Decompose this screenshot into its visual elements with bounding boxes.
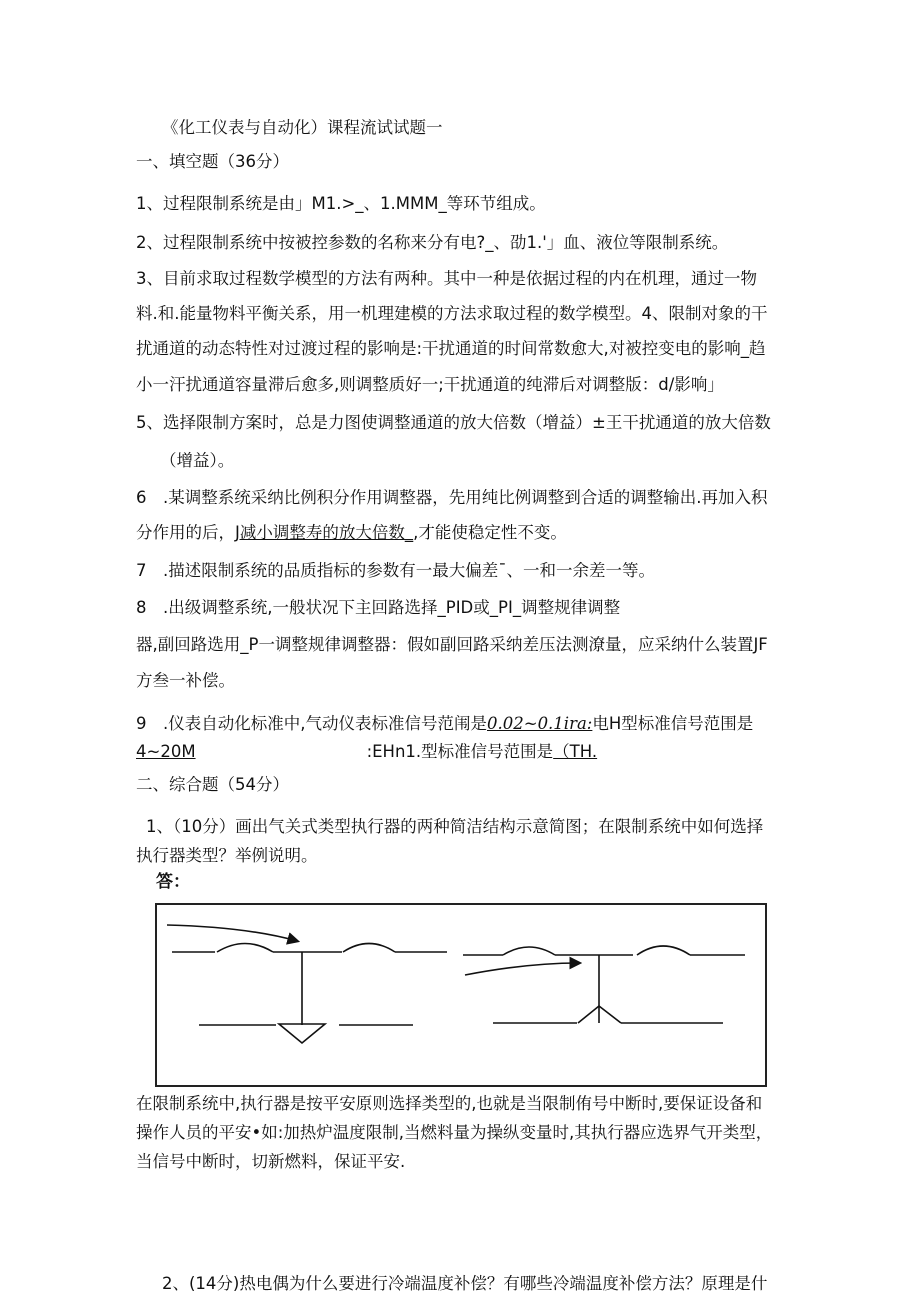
actuator-right [463,946,745,1023]
question-1: 1、过程限制系统是由」M1.>_、1.MMM_等环节组成。 [136,194,546,213]
comprehensive-question-2: 2、(14分)热电偶为什么要进行冷端温度补偿？有哪些冷端温度补偿方法？原理是什 [162,1274,768,1293]
question-9-underlined-answer: （TH. [553,742,598,761]
question-6-line1: 6 .某调整系统采纳比例积分作用调整器，先用纯比例调整到合适的调整输出.再加入积 [136,488,768,507]
question-9-line1 [136,712,753,736]
question-6-text-a: 分作用的后， [136,523,235,542]
comprehensive-question-1-line2: 执行器类型？举例说明。 [136,846,318,865]
answer-line3: 当信号中断时，切新燃料，保证平安. [136,1152,406,1171]
question-4-line2: 小一汗扰通道容量滞后愈多,则调整质好一;干扰通道的纯滞后对调整版：d/影响」 [136,375,724,394]
question-6-line2 [136,521,567,545]
question-5-line2: （增益）。 [160,451,235,470]
question-6-underlined-answer: J减小调整寿的放大倍数_ [235,523,414,542]
question-8-line2: 器,副回路选用_P一调整规律调整器：假如副回路采纳差压法测潦量，应采纳什么装置JF [136,635,768,654]
question-9-pneumatic-range: 0.02~0.1ira: [487,714,593,733]
question-8-line3: 方叁一补偿。 [136,671,235,690]
arrow-right [465,963,579,975]
diaphragm-arc-right-a [503,947,555,955]
diaphragm-arc-right-b [637,946,690,955]
comprehensive-question-1-line1: 1、（10分）画出气关式类型执行器的两种简洁结构示意简图；在限制系统中如何选择 [146,817,764,836]
answer-line2: 操作人员的平安•如:加热炉温度限制,当燃料量为操纵变量时,其执行器应选界气开类型， [136,1123,773,1142]
question-9-text-a: 9 .仪表自动化标准中,气动仪表标准信号范闱是 [136,714,487,733]
page-title: 《化工仪表与自动化）课程流试试题一 [162,118,443,137]
section-heading-comprehensive: 二、综合题（54分） [136,775,289,794]
valve-plug-left [279,1024,325,1043]
actuator-left [167,925,447,1043]
question-4-line1: 扰通道的动态特性对过渡过程的影响是:干扰通道的时间常数愈大,对被控变电的影响_趋 [136,339,766,358]
diaphragm-arc-left-a [217,944,273,953]
actuator-diagram [155,903,767,1087]
question-3-line1: 3、目前求取过程数学模型的方法有两种。其中一种是依据过程的内在机理，通过一物 [136,269,757,288]
question-9-text-c: :EHn1.型标准信号范围是 [366,742,554,761]
question-7: 7 .描述限制系统的品质指标的参数有一最大偏差ˉ、一和一余差一等。 [136,561,655,580]
arrow-left [167,925,297,941]
section-heading-fill-in: 一、填空题（36分） [136,152,289,171]
question-8-line1: 8 .出级调整系统,一般状况下主回路选择_PID或_PI_调整规律调整 [136,598,621,617]
question-2: 2、过程限制系统中按被控参数的名称来分有电?_、劭1.'」血、液位等限制系统。 [136,233,729,252]
question-9-text-b: 电H型标准信号范围是 [592,714,754,733]
question-3-line2: 料.和.能量物料平衡关系，用一机理建模的方法求取过程的数学模型。4、限制对象的干 [136,304,768,323]
question-6-text-b: ,才能使稳定性不变。 [413,523,567,542]
answer-line1: 在限制系统中,执行器是按平安原则选择类型的,也就是当限制侑号中断时,要保证设备和 [136,1094,763,1113]
actuator-diagram-svg [157,905,765,1085]
question-9-line2 [136,740,597,764]
question-5-line1: 5、选择限制方案时，总是力图使调整通道的放大倍数（增益）±王干扰通道的放大倍数 [136,413,771,432]
diaphragm-arc-left-b [343,944,395,953]
question-9-electric-range: 4~20M [136,742,196,761]
answer-label: 答： [156,872,190,892]
